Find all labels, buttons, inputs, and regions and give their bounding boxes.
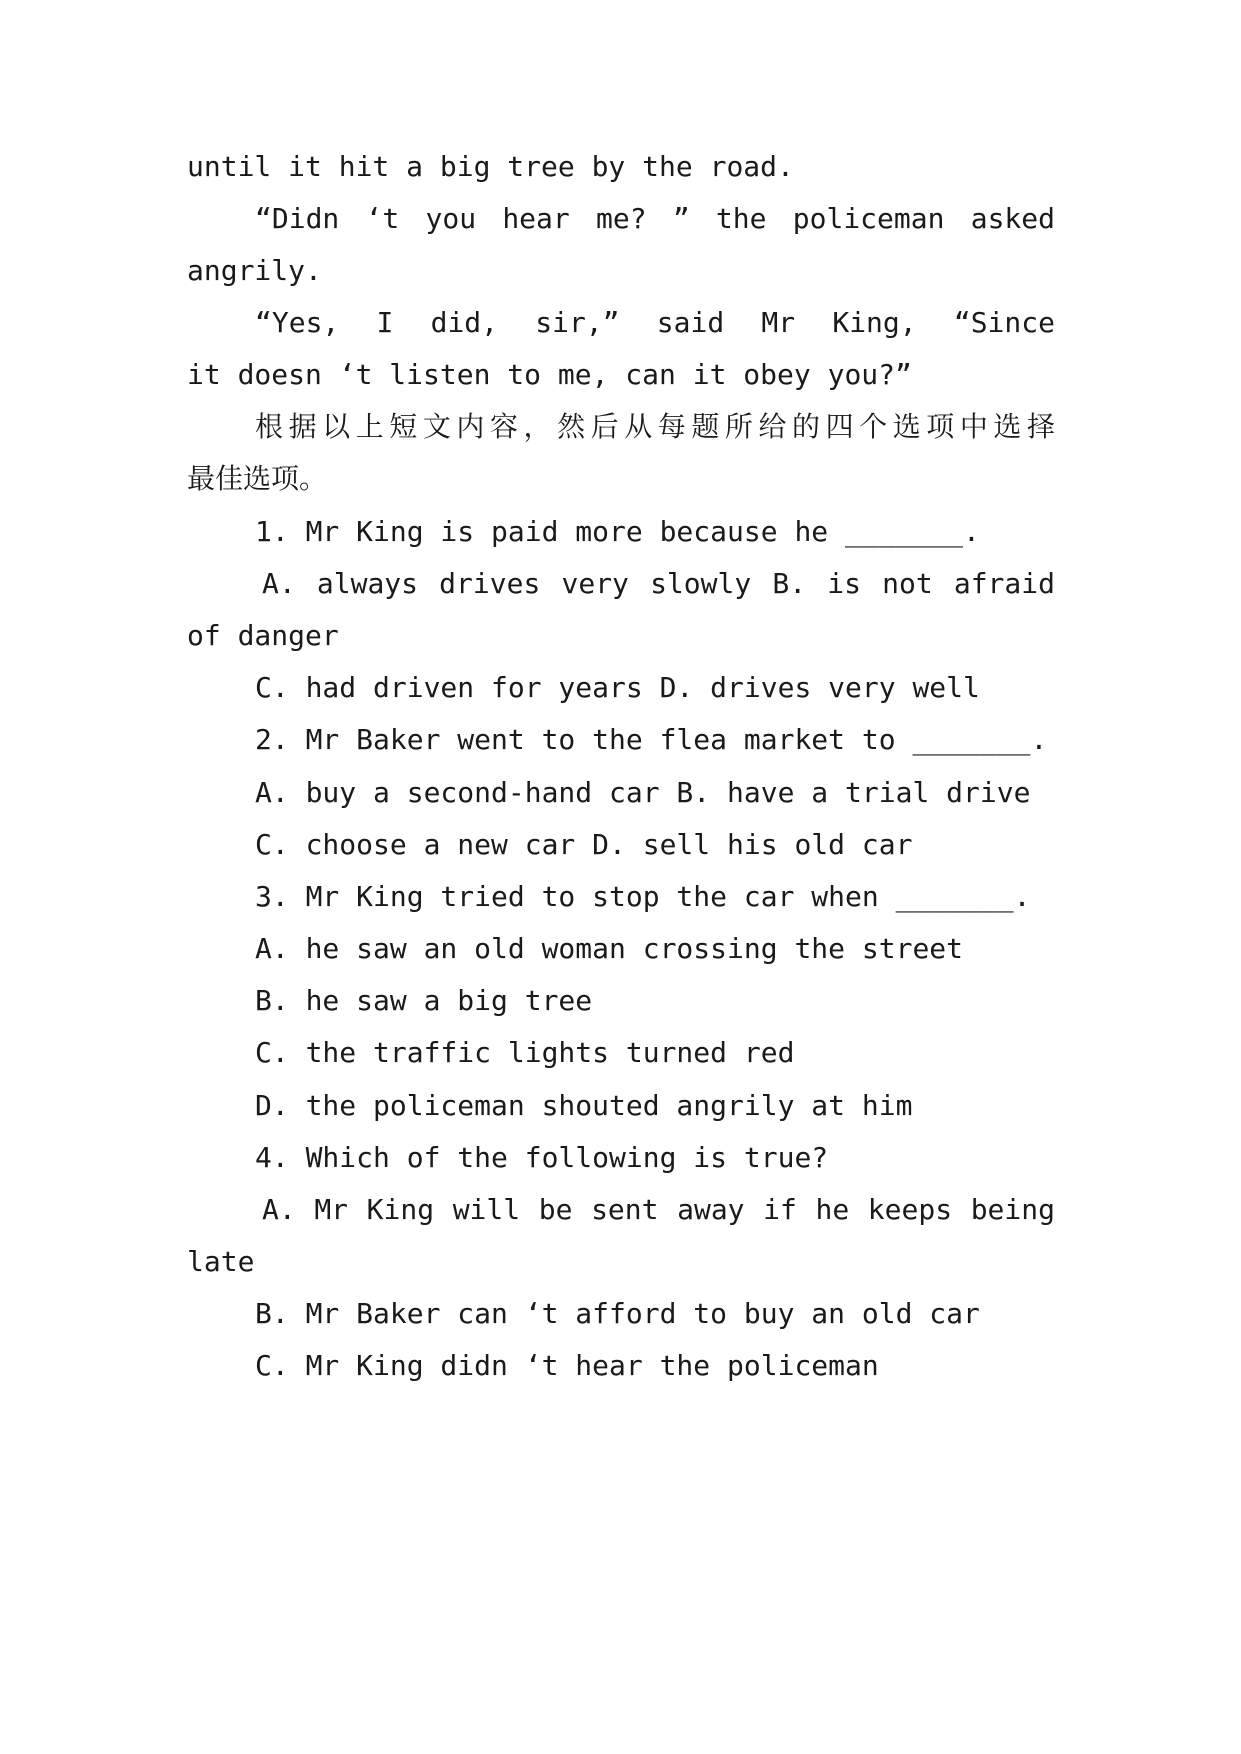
question-options: of danger xyxy=(187,619,339,652)
question-option: B. Mr Baker can ‘t afford to buy an old car xyxy=(255,1297,980,1330)
question-options: C. choose a new car D. sell his old car xyxy=(255,828,913,861)
question-stem: 4. Which of the following is true? xyxy=(255,1141,829,1174)
question-options: A. always drives very slowly B. is not afraid xyxy=(262,567,1055,600)
question-option: A. he saw an old woman crossing the street xyxy=(255,932,964,965)
question-stem: 1. Mr King is paid more because he _______. xyxy=(255,515,980,548)
question-options: A. buy a second-hand car B. have a trial drive xyxy=(255,776,1031,809)
passage-line: “Yes, I did, sir,” said Mr King, “Since xyxy=(255,306,1055,339)
passage-line: it doesn ‘t listen to me, can it obey you?” xyxy=(187,358,912,391)
question-option: C. the traffic lights turned red xyxy=(255,1036,795,1069)
instruction-line: 最佳选项。 xyxy=(187,462,328,495)
question-stem: 2. Mr Baker went to the flea market to _______. xyxy=(255,723,1048,756)
question-option: A. Mr King will be sent away if he keeps being xyxy=(262,1193,1055,1226)
question-options: C. had driven for years D. drives very well xyxy=(255,671,980,704)
instruction-line: 根据以上短文内容，然后从每题所给的四个选项中选择 xyxy=(255,410,1055,443)
passage-line: angrily. xyxy=(187,254,322,287)
passage-line: “Didn ‘t you hear me? ” the policeman asked xyxy=(255,202,1055,235)
question-option: late xyxy=(187,1245,255,1278)
question-option: D. the policeman shouted angrily at him xyxy=(255,1089,913,1122)
question-option: C. Mr King didn ‘t hear the policeman xyxy=(255,1349,879,1382)
passage-line: until it hit a big tree by the road. xyxy=(187,150,794,183)
question-stem: 3. Mr King tried to stop the car when _______. xyxy=(255,880,1031,913)
question-option: B. he saw a big tree xyxy=(255,984,593,1017)
